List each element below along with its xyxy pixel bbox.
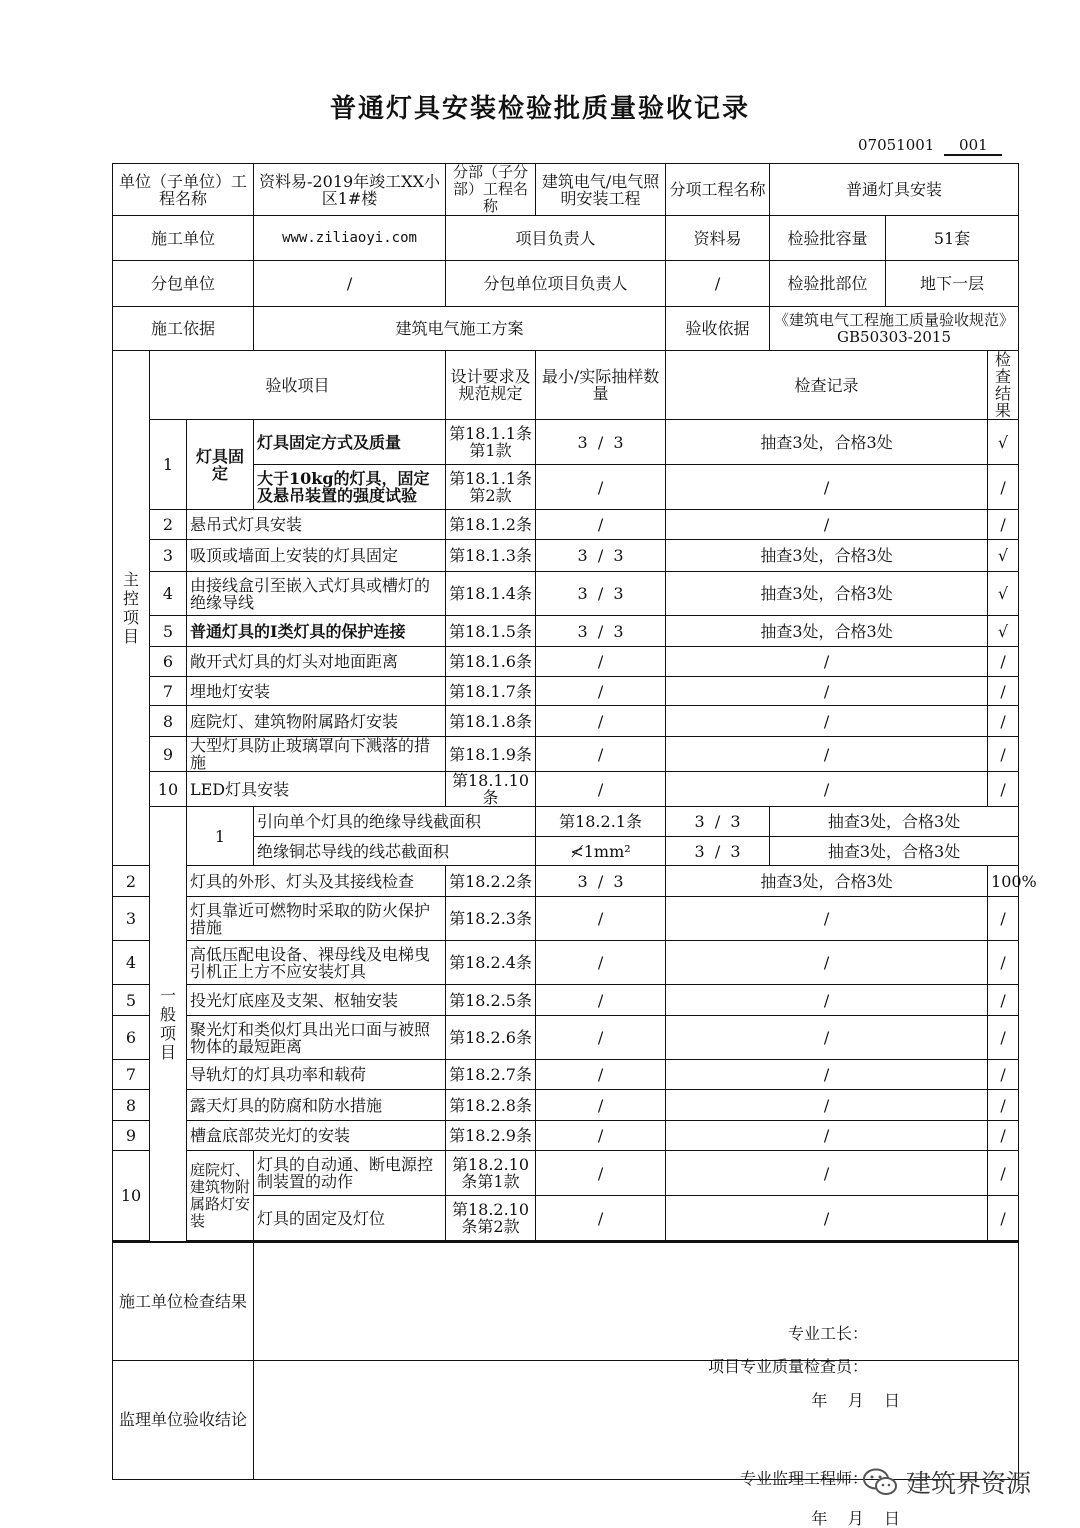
document-number <box>858 136 1002 156</box>
gen-8-sample: / <box>536 1090 666 1121</box>
main-7-name: 埋地灯安装 <box>187 677 446 706</box>
capacity-value: 51套 <box>886 216 1019 261</box>
gen-2-name: 灯具的外形、灯头及其接线检查 <box>187 866 446 897</box>
main-5-record: 抽查3处，合格3处 <box>666 616 988 647</box>
gen-10a-spec: 第18.2.10条第1款 <box>446 1151 536 1196</box>
supervisor-label: 专业监理工程师： <box>740 1468 869 1488</box>
gen-9-sample: / <box>536 1121 666 1151</box>
gen-2-spec: 第18.2.2条 <box>446 866 536 897</box>
gen-4-name: 高低压配电设备、裸母线及电梯曳引机正上方不应安装灯具 <box>187 941 446 985</box>
capacity-label: 检验批容量 <box>770 216 886 261</box>
main-8-sample: / <box>536 706 666 737</box>
location-label: 检验批部位 <box>770 261 886 307</box>
gen-7-record: / <box>666 1060 988 1090</box>
main-1b-name: 大于10kg的灯具，固定及悬吊装置的强度试验 <box>254 465 446 510</box>
gen-1-no: 1 <box>187 807 254 866</box>
gen-3-record: / <box>666 897 988 941</box>
construction-check-label: 施工单位检查结果 <box>113 1242 254 1360</box>
main-5-sample: 3 / 3 <box>536 616 666 647</box>
gen-8-spec: 第18.2.8条 <box>446 1090 536 1121</box>
main-8-record: / <box>666 706 988 737</box>
gen-5-no: 5 <box>113 985 150 1016</box>
gen-8-no: 8 <box>113 1090 150 1121</box>
gen-9-name: 槽盒底部荧光灯的安装 <box>187 1121 446 1151</box>
gen-2-sample: 3 / 3 <box>536 866 666 897</box>
gen-5-sample: / <box>536 985 666 1016</box>
main-9-no: 9 <box>150 737 187 772</box>
main-1a-name: 灯具固定方式及质量 <box>254 420 446 465</box>
main-4-no: 4 <box>150 572 187 616</box>
gen-3-result: / <box>988 897 1019 941</box>
doc-code: 07051001 <box>858 136 935 154</box>
main-control-label: 主控项目 <box>113 351 150 866</box>
main-2-result: / <box>988 510 1019 540</box>
gen-7-result: / <box>988 1060 1019 1090</box>
gen-10a-result: / <box>988 1151 1019 1196</box>
main-10-name: LED灯具安装 <box>187 772 446 807</box>
gen-10a-name: 灯具的自动通、断电源控制装置的动作 <box>254 1151 446 1196</box>
main-1-no: 1 <box>150 420 187 510</box>
main-2-sample: / <box>536 510 666 540</box>
main-10-sample: / <box>536 772 666 807</box>
gen-1a-record: 抽查3处，合格3处 <box>770 807 1019 837</box>
main-4-spec: 第18.1.4条 <box>446 572 536 616</box>
col-sample: 最小/实际抽样数量 <box>536 351 666 420</box>
unit-value: 资料易-2019年竣工XX小区1#楼 <box>254 164 446 216</box>
gen-2-result: 100% <box>988 866 1019 897</box>
main-10-result: / <box>988 772 1019 807</box>
main-3-record: 抽查3处，合格3处 <box>666 540 988 572</box>
main-8-result: / <box>988 706 1019 737</box>
watermark-text: 建筑界资源 <box>906 1469 1032 1498</box>
gen-7-sample: / <box>536 1060 666 1090</box>
main-8-no: 8 <box>150 706 187 737</box>
main-5-spec: 第18.1.5条 <box>446 616 536 647</box>
gen-3-no: 3 <box>113 897 150 941</box>
main-1a-result: √ <box>988 420 1019 465</box>
main-9-result: / <box>988 737 1019 772</box>
gen-4-spec: 第18.2.4条 <box>446 941 536 985</box>
main-2-record: / <box>666 510 988 540</box>
gen-5-record: / <box>666 985 988 1016</box>
accept-basis-value: 《建筑电气工程施工质量验收规范》GB50303-2015 <box>770 307 1019 351</box>
basis-label: 施工依据 <box>113 307 254 351</box>
gen-1a-spec: 第18.2.1条 <box>536 807 666 837</box>
gen-6-name: 聚光灯和类似灯具出光口面与被照物体的最短距离 <box>187 1016 446 1060</box>
sub-manager-label: 分包单位项目负责人 <box>446 261 666 307</box>
gen-9-spec: 第18.2.9条 <box>446 1121 536 1151</box>
main-8-spec: 第18.1.8条 <box>446 706 536 737</box>
main-1b-result: / <box>988 465 1019 510</box>
subitem-label: 分项工程名称 <box>666 164 770 216</box>
main-6-sample: / <box>536 647 666 677</box>
main-4-sample: 3 / 3 <box>536 572 666 616</box>
main-7-record: / <box>666 677 988 706</box>
col-record: 检查记录 <box>666 351 988 420</box>
gen-5-result: / <box>988 985 1019 1016</box>
main-1b-spec: 第18.1.1条第2款 <box>446 465 536 510</box>
main-6-record: / <box>666 647 988 677</box>
location-value: 地下一层 <box>886 261 1019 307</box>
main-5-name: 普通灯具的I类灯具的保护连接 <box>187 616 446 647</box>
unit-label: 单位（子单位）工程名称 <box>113 164 254 216</box>
main-7-result: / <box>988 677 1019 706</box>
gen-6-spec: 第18.2.6条 <box>446 1016 536 1060</box>
gen-10a-sample: / <box>536 1151 666 1196</box>
gen-6-result: / <box>988 1016 1019 1060</box>
gen-9-no: 9 <box>113 1121 150 1151</box>
main-3-spec: 第18.1.3条 <box>446 540 536 572</box>
gen-1a-name: 引向单个灯具的绝缘导线截面积 <box>254 807 536 837</box>
division-label: 分部（子分部）工程名称 <box>446 164 536 216</box>
gen-4-result: / <box>988 941 1019 985</box>
gen-10a-record: / <box>666 1151 988 1196</box>
main-10-record: / <box>666 772 988 807</box>
main-3-result: √ <box>988 540 1019 572</box>
gen-10-no: 10 <box>113 1151 150 1241</box>
division-value: 建筑电气/电气照明安装工程 <box>536 164 666 216</box>
main-5-no: 5 <box>150 616 187 647</box>
main-9-record: / <box>666 737 988 772</box>
supervision-date: 年 月 日 <box>811 1508 901 1528</box>
gen-5-name: 投光灯底座及支架、枢轴安装 <box>187 985 446 1016</box>
gen-1b-sample: 3 / 3 <box>666 837 770 866</box>
main-10-spec: 第18.1.10条 <box>446 772 536 807</box>
general-label: 一般项目 <box>150 807 187 1243</box>
gen-6-record: / <box>666 1016 988 1060</box>
main-7-spec: 第18.1.7条 <box>446 677 536 706</box>
main-5-result: √ <box>988 616 1019 647</box>
main-4-name: 由接线盒引至嵌入式灯具或槽灯的绝缘导线 <box>187 572 446 616</box>
foreman-label: 专业工长： <box>788 1324 869 1344</box>
gen-1b-name: 绝缘铜芯导线的线芯截面积 <box>254 837 536 866</box>
gen-9-result: / <box>988 1121 1019 1151</box>
gen-3-sample: / <box>536 897 666 941</box>
main-1b-record: / <box>666 465 988 510</box>
gen-8-result: / <box>988 1090 1019 1121</box>
sub-manager-value: / <box>666 261 770 307</box>
gen-10b-name: 灯具的固定及灯位 <box>254 1196 446 1241</box>
gen-3-name: 灯具靠近可燃物时采取的防火保护措施 <box>187 897 446 941</box>
main-4-result: √ <box>988 572 1019 616</box>
contractor-value: www.ziliaoyi.com <box>254 216 446 261</box>
gen-10b-result: / <box>988 1196 1019 1241</box>
main-2-spec: 第18.1.2条 <box>446 510 536 540</box>
inspector-label: 项目专业质量检查员： <box>708 1357 869 1377</box>
main-7-no: 7 <box>150 677 187 706</box>
gen-3-spec: 第18.2.3条 <box>446 897 536 941</box>
wechat-icon <box>862 1467 898 1497</box>
gen-1a-sample: 3 / 3 <box>666 807 770 837</box>
gen-10b-record: / <box>666 1196 988 1241</box>
main-6-no: 6 <box>150 647 187 677</box>
gen-10-group: 庭院灯、建筑物附属路灯安装 <box>187 1151 254 1241</box>
main-1a-spec: 第18.1.1条第1款 <box>446 420 536 465</box>
gen-10b-spec: 第18.2.10条第2款 <box>446 1196 536 1241</box>
gen-6-sample: / <box>536 1016 666 1060</box>
gen-7-name: 导轨灯的灯具功率和载荷 <box>187 1060 446 1090</box>
gen-7-spec: 第18.2.7条 <box>446 1060 536 1090</box>
main-4-record: 抽查3处，合格3处 <box>666 572 988 616</box>
gen-6-no: 6 <box>113 1016 150 1060</box>
gen-4-no: 4 <box>113 941 150 985</box>
construction-check-area <box>254 1242 1019 1411</box>
gen-1b-spec: ≮1mm² <box>536 837 666 866</box>
gen-5-spec: 第18.2.5条 <box>446 985 536 1016</box>
doc-seq: 001 <box>944 136 1002 156</box>
gen-8-record: / <box>666 1090 988 1121</box>
subcontractor-label: 分包单位 <box>113 261 254 307</box>
main-2-no: 2 <box>150 510 187 540</box>
manager-label: 项目负责人 <box>446 216 666 261</box>
manager-value: 资料易 <box>666 216 770 261</box>
main-3-name: 吸顶或墙面上安装的灯具固定 <box>187 540 446 572</box>
accept-basis-label: 验收依据 <box>666 307 770 351</box>
gen-10b-sample: / <box>536 1196 666 1241</box>
page-title: 普通灯具安装检验批质量验收记录 <box>329 94 750 124</box>
col-item: 验收项目 <box>150 351 446 420</box>
watermark <box>862 1464 1031 1500</box>
construction-date: 年 月 日 <box>811 1391 901 1411</box>
gen-9-record: / <box>666 1121 988 1151</box>
gen-1b-record: 抽查3处，合格3处 <box>770 837 1019 866</box>
main-3-no: 3 <box>150 540 187 572</box>
main-1-group: 灯具固定 <box>187 420 254 510</box>
main-2-name: 悬吊式灯具安装 <box>187 510 446 540</box>
main-10-no: 10 <box>150 772 187 807</box>
basis-value: 建筑电气施工方案 <box>254 307 666 351</box>
subitem-value: 普通灯具安装 <box>770 164 1019 216</box>
gen-4-record: / <box>666 941 988 985</box>
col-spec: 设计要求及规范规定 <box>446 351 536 420</box>
gen-2-no: 2 <box>113 866 150 897</box>
main-9-name: 大型灯具防止玻璃罩向下溅落的措施 <box>187 737 446 772</box>
col-result: 检查结果 <box>988 351 1019 420</box>
main-1b-sample: / <box>536 465 666 510</box>
gen-2-record: 抽查3处，合格3处 <box>666 866 988 897</box>
main-7-sample: / <box>536 677 666 706</box>
main-9-spec: 第18.1.9条 <box>446 737 536 772</box>
gen-8-name: 露天灯具的防腐和防水措施 <box>187 1090 446 1121</box>
gen-7-no: 7 <box>113 1060 150 1090</box>
main-1a-record: 抽查3处，合格3处 <box>666 420 988 465</box>
main-3-sample: 3 / 3 <box>536 540 666 572</box>
main-9-sample: / <box>536 737 666 772</box>
supervision-label: 监理单位验收结论 <box>113 1360 254 1479</box>
subcontractor-value: / <box>254 261 446 307</box>
main-6-spec: 第18.1.6条 <box>446 647 536 677</box>
main-1a-sample: 3 / 3 <box>536 420 666 465</box>
main-8-name: 庭院灯、建筑物附属路灯安装 <box>187 706 446 737</box>
main-6-result: / <box>988 647 1019 677</box>
contractor-label: 施工单位 <box>113 216 254 261</box>
gen-4-sample: / <box>536 941 666 985</box>
main-6-name: 敞开式灯具的灯头对地面距离 <box>187 647 446 677</box>
